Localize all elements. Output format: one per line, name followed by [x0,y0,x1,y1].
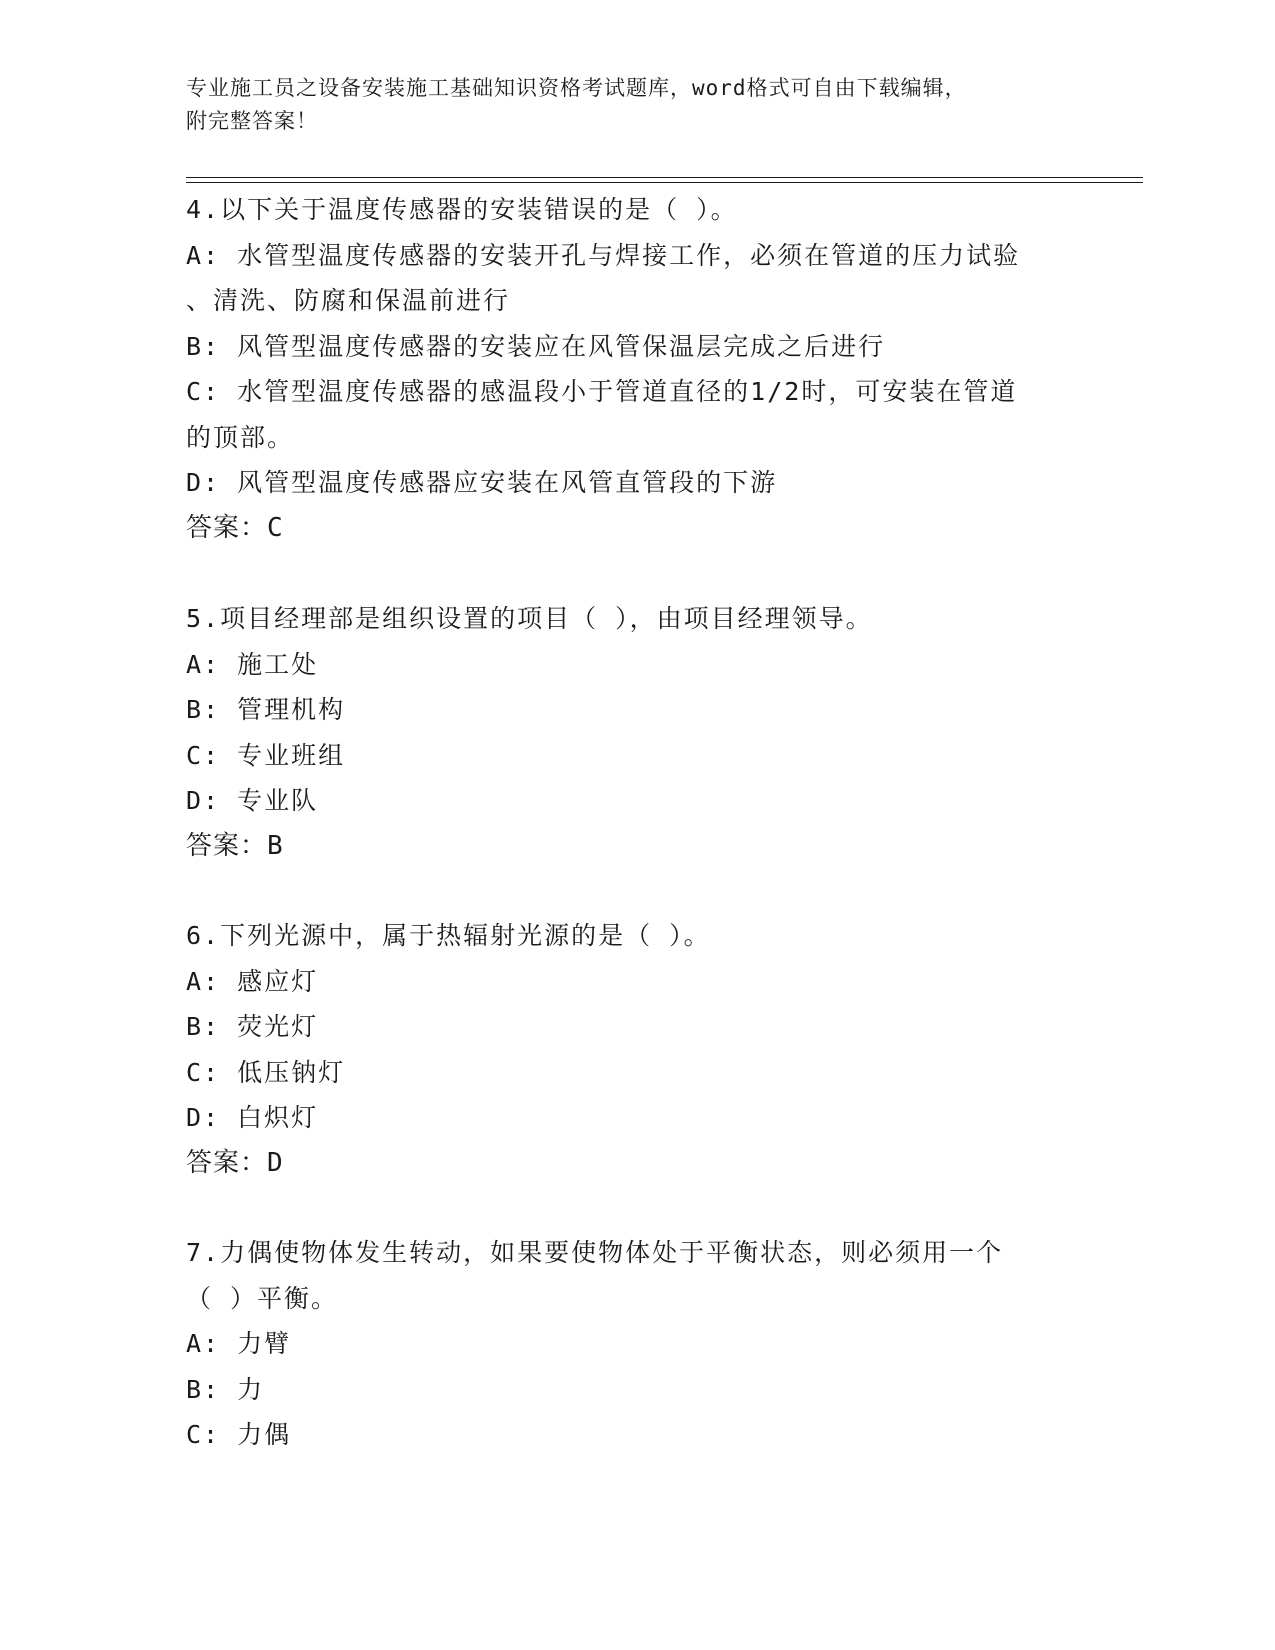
question-stem-continued: （ ）平衡。 [186,1283,339,1313]
option-text: 荧光灯 [237,1012,319,1041]
answer-line [186,506,1086,552]
option-c [186,733,1086,779]
option-prefix: D: [186,1103,221,1132]
option-text: 风管型温度传感器应安装在风管直管段的下游 [237,468,778,497]
question-stem: 5.项目经理部是组织设置的项目（ ），由项目经理领导。 [186,604,873,633]
option-prefix: A: [186,649,221,679]
option-prefix: B: [186,1012,221,1041]
option-b [186,324,1086,370]
option-a [186,959,1086,1005]
option-prefix: D: [186,468,221,497]
option-a [186,233,1086,279]
option-d [186,778,1086,824]
header-divider-top [186,177,1143,178]
option-text: 水管型温度传感器的感温段小于管道直径的1/2时，可安装在管道 [237,377,1018,406]
question-stem: 6.下列光源中，属于热辐射光源的是（ ）。 [186,921,711,950]
option-a-continued: 、清洗、防腐和保温前进行 [186,286,511,315]
question-5 [186,596,1086,869]
option-text: 水管型温度传感器的安装开孔与焊接工作，必须在管道的压力试验 [237,240,1021,270]
option-text: 力偶 [237,1420,292,1449]
option-prefix: A: [186,966,221,996]
question-4 [186,187,1086,551]
option-text: 力臂 [237,1329,292,1358]
option-prefix: A: [186,240,221,270]
option-a [186,642,1086,688]
option-text: 管理机构 [237,695,346,724]
option-a [186,1321,1086,1367]
option-prefix: C: [186,740,221,770]
answer-line [186,1141,1086,1187]
header-line-1: 专业施工员之设备安装施工基础知识资格考试题库，word格式可自由下载编辑， [186,76,967,100]
document-header [186,72,1066,138]
question-6 [186,913,1086,1186]
header-divider-bottom [186,182,1143,183]
option-d [186,460,1086,506]
option-c [186,369,1086,415]
option-c-continued: 的顶部。 [186,422,295,452]
option-prefix: B: [186,695,221,724]
option-text: 白炽灯 [237,1103,319,1132]
question-stem: 7.力偶使物体发生转动，如果要使物体处于平衡状态，则必须用一个 [186,1238,1004,1267]
option-prefix: D: [186,786,221,815]
option-c [186,1050,1086,1096]
option-b [186,687,1086,733]
option-c [186,1412,1086,1458]
option-prefix: B: [186,1374,221,1404]
option-text: 感应灯 [237,966,319,996]
option-prefix: C: [186,1057,221,1087]
option-prefix: C: [186,1420,221,1449]
option-prefix: B: [186,331,221,361]
option-text: 专业班组 [237,740,346,770]
answer-value: D [267,1147,284,1178]
option-prefix: A: [186,1329,221,1358]
answer-value: B [267,830,284,861]
option-b [186,1004,1086,1050]
option-text: 低压钠灯 [237,1057,346,1087]
option-b [186,1367,1086,1413]
answer-line [186,824,1086,870]
question-stem: 4.以下关于温度传感器的安装错误的是（ ）。 [186,195,738,224]
option-text: 施工处 [237,649,319,679]
header-line-2: 附完整答案！ [186,109,318,133]
option-text: 专业队 [237,786,319,815]
answer-label: 答案： [186,1147,268,1178]
option-text: 力 [237,1374,265,1404]
option-text: 风管型温度传感器的安装应在风管保温层完成之后进行 [237,331,886,361]
answer-label: 答案： [186,512,268,543]
question-7 [186,1230,1086,1458]
answer-value: C [267,512,284,543]
option-d [186,1095,1086,1141]
answer-label: 答案： [186,830,268,861]
option-prefix: C: [186,377,221,406]
